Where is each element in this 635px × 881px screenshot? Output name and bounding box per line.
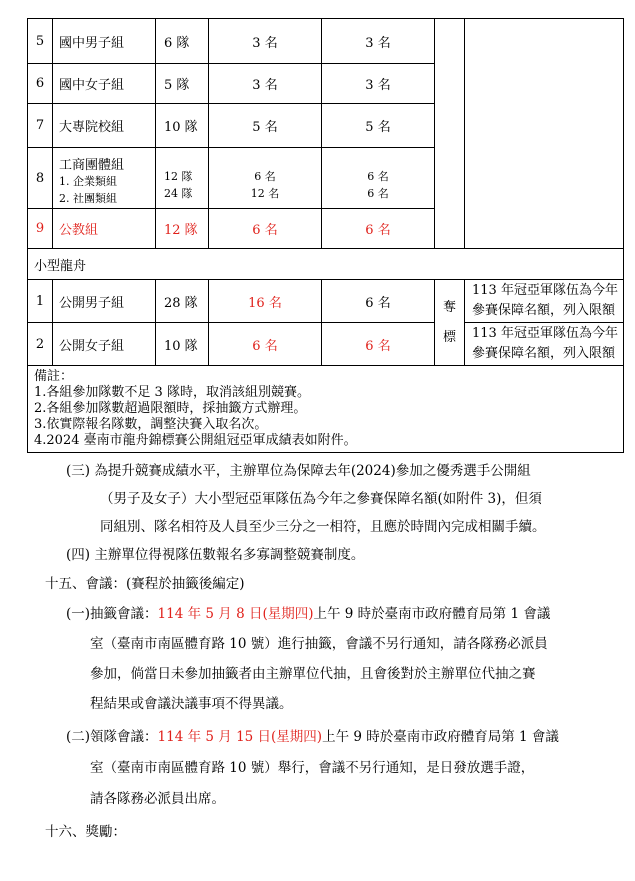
group-name: 工商團體組 [59, 158, 125, 173]
quota-cell: 3 名 [322, 64, 435, 104]
group-name-cell [53, 148, 156, 209]
blank-cell [465, 148, 624, 209]
row-number: 2 [28, 323, 53, 366]
quota-cell: 3 名 [322, 19, 435, 64]
meeting-1-line: 程結果或會議決議事項不得異議。 [90, 696, 293, 712]
meeting-1-date: 114 年 5 月 8 日(星期四) [157, 606, 314, 622]
quota-cell: 16 名 [209, 280, 322, 323]
team-count-cell [156, 148, 209, 209]
section-16-heading: 十六、獎勵： [45, 824, 126, 840]
quota-cell: 3 名 [209, 64, 322, 104]
group-name: 國中男子組 [53, 19, 156, 64]
team-count: 24 隊 [164, 187, 193, 200]
group-name: 公教組 [53, 209, 156, 249]
remark-text: 參賽保障名額，列入限額 [472, 346, 616, 361]
meeting-1-text: 上午 9 時於臺南市政府體育局第 1 會議 [313, 606, 551, 622]
row-number: 8 [28, 148, 53, 209]
meeting-2-date: 114 年 5 月 15 日(星期四) [157, 729, 323, 745]
note-item: 3.依實際報名隊數，調整決賽入取名次。 [34, 417, 268, 432]
quota-value: 6 名 [367, 187, 389, 200]
quota-cell: 6 名 [209, 209, 322, 249]
team-count: 12 隊 [156, 209, 209, 249]
quota-cell: 3 名 [209, 19, 322, 64]
quota-value: 6 名 [367, 170, 389, 183]
quota-table [27, 18, 624, 453]
table-row [28, 104, 624, 148]
group-name: 公開女子組 [53, 323, 156, 366]
meeting-2-text: 上午 9 時於臺南市政府體育局第 1 會議 [322, 729, 559, 745]
table-row [28, 19, 624, 64]
team-count: 10 隊 [156, 104, 209, 148]
meeting-2-line: 請各隊務必派員出席。 [90, 791, 225, 807]
row-number: 6 [28, 64, 53, 104]
quota-cell [322, 148, 435, 209]
subgroup-label: 2. 社團類組 [59, 192, 117, 205]
meeting-2-label: (二)領隊會議： [66, 729, 158, 745]
notes-heading: 備註： [34, 369, 74, 384]
paragraph-3-line: 同組別、隊名相符及人員至少三分之一相符，且應於時間內完成相關手續。 [100, 519, 546, 535]
quota-cell [209, 148, 322, 209]
blank-cell [465, 104, 624, 148]
award-label-cell [435, 280, 465, 366]
remark-text: 參賽保障名額，列入限額 [472, 303, 616, 318]
remark-cell [465, 323, 624, 366]
table-row [28, 148, 624, 209]
table-row [28, 323, 624, 366]
paragraph-3-line: （男子及女子）大小型冠亞軍隊伍為今年之參賽保障名額(如附件 3)，但須 [100, 491, 542, 507]
award-label: 奪 [442, 299, 456, 315]
team-count: 6 隊 [156, 19, 209, 64]
meeting-1-line: 參加，倘當日未參加抽籤者由主辦單位代抽，且會後對於主辦單位代抽之賽 [90, 666, 536, 682]
quota-value: 6 名 [254, 170, 276, 183]
paragraph-4: (四) 主辦單位得視隊伍數報名多寡調整競賽制度。 [66, 547, 365, 563]
quota-cell: 6 名 [322, 280, 435, 323]
section-title: 小型龍舟 [28, 249, 624, 280]
quota-cell: 6 名 [209, 323, 322, 366]
note-item: 4.2024 臺南市龍舟錦標賽公開組冠亞軍成績表如附件。 [34, 433, 357, 448]
row-number: 1 [28, 280, 53, 323]
quota-cell: 5 名 [322, 104, 435, 148]
table-row [28, 209, 624, 249]
blank-cell [465, 19, 624, 64]
row-number: 7 [28, 104, 53, 148]
note-item: 2.各組參加隊數超過限額時，採抽籤方式辦理。 [34, 401, 307, 416]
group-name: 公開男子組 [53, 280, 156, 323]
paragraph-3-line: (三) 為提升競賽成績水平，主辦單位為保障去年(2024)參加之優秀選手公開組 [66, 463, 531, 479]
meeting-2-line [66, 725, 559, 745]
section-row [28, 249, 624, 280]
team-count: 5 隊 [156, 64, 209, 104]
quota-cell: 5 名 [209, 104, 322, 148]
team-count: 10 隊 [156, 323, 209, 366]
subgroup-label: 1. 企業類組 [59, 175, 117, 188]
notes-row [28, 366, 624, 453]
blank-cell [465, 64, 624, 104]
meeting-2-line: 室（臺南市南區體育路 10 號）舉行，會議不另行通知，是日發放選手證， [90, 760, 535, 776]
row-number: 5 [28, 19, 53, 64]
table-row [28, 64, 624, 104]
quota-cell: 6 名 [322, 209, 435, 249]
group-name: 大專院校組 [53, 104, 156, 148]
meeting-1-line: 室（臺南市南區體育路 10 號）進行抽籤，會議不另行通知，請各隊務必派員 [90, 636, 548, 652]
note-item: 1.各組參加隊數不足 3 隊時，取消該組別競賽。 [34, 385, 310, 400]
blank-cell [435, 19, 465, 249]
meeting-1-label: (一)抽籤會議： [66, 606, 158, 622]
team-count: 12 隊 [164, 170, 193, 183]
meeting-1-line [66, 602, 550, 622]
team-count: 28 隊 [156, 280, 209, 323]
notes-cell [28, 366, 624, 453]
quota-value: 12 名 [250, 187, 280, 200]
table-row [28, 280, 624, 323]
remark-cell [465, 280, 624, 323]
section-15-heading: 十五、會議：(賽程於抽籤後編定) [45, 576, 245, 592]
remark-text: 113 年冠亞軍隊伍為今年 [472, 283, 618, 298]
group-name: 國中女子組 [53, 64, 156, 104]
quota-cell: 6 名 [322, 323, 435, 366]
row-number: 9 [28, 209, 53, 249]
remark-text: 113 年冠亞軍隊伍為今年 [472, 326, 618, 341]
blank-cell [465, 209, 624, 249]
award-label: 標 [442, 329, 456, 345]
